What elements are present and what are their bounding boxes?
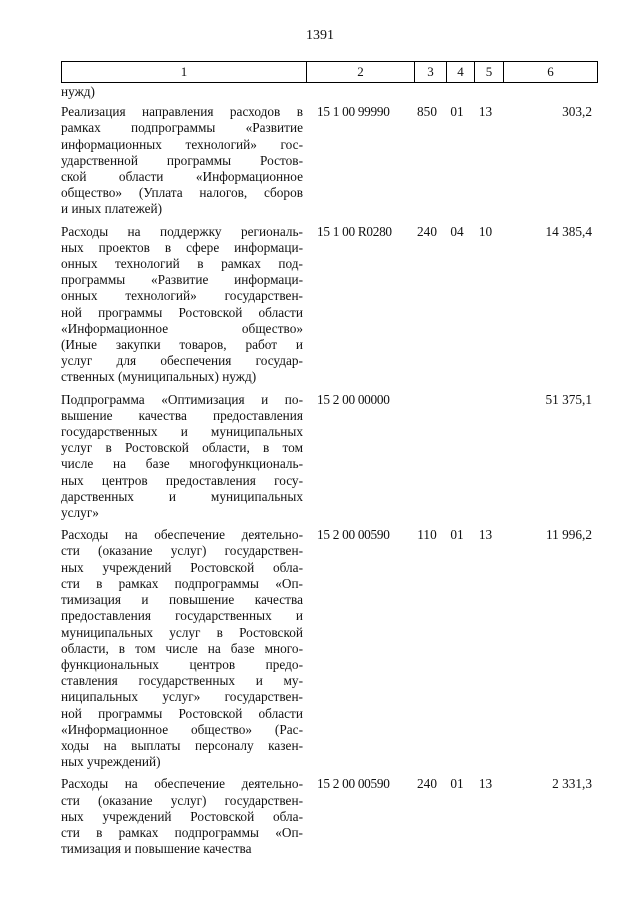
table-row [61, 527, 598, 770]
description-line: ных проектов в сфере информаци- [61, 239, 303, 255]
description-line: (Иные закупки товаров, работ и [61, 337, 303, 353]
description-line: предоставления государственных и [61, 608, 303, 624]
description-line: программы «Развитие информаци- [61, 272, 303, 288]
row-expense-type: 850 [417, 104, 437, 120]
description-line: «Информационное общество» (Рас- [61, 721, 303, 737]
description-line: дарственных и муниципальных [61, 488, 303, 504]
description-line: Расходы на поддержку региональ- [61, 223, 303, 239]
description-line: муниципальных услуг в Ростовской [61, 624, 303, 640]
description-line: рамках подпрограммы «Развитие [61, 120, 303, 136]
row-subsection [471, 392, 500, 522]
row-section: 04 [450, 223, 464, 239]
row-expense-type [411, 392, 443, 522]
table-row [61, 392, 598, 522]
row-description [61, 527, 303, 770]
description-line: ственных (муниципальных) нужд) [61, 369, 257, 385]
row-section: 01 [450, 104, 464, 120]
header-col-1: 1 [180, 64, 188, 79]
description-line: тимизация и повышение качества [61, 841, 252, 857]
description-line: ударственной программы Ростов- [61, 152, 303, 168]
row-subsection: 13 [478, 776, 493, 792]
description-line: онных технологий в рамках под- [61, 256, 303, 272]
continuation-text: нужд) [61, 84, 95, 99]
description-line: онных технологий» государствен- [61, 288, 303, 304]
description-line: услуг в Ростовской области, в том [61, 440, 303, 456]
row-section: 01 [450, 527, 464, 543]
description-line: сти (оказание услуг) государствен- [61, 543, 303, 559]
description-line: ставления государственных и му- [61, 673, 303, 689]
row-description [61, 104, 303, 217]
row-expense-type: 240 [417, 776, 437, 792]
description-line: ниципальных услуг» государствен- [61, 689, 303, 705]
row-expense-type: 240 [417, 223, 437, 239]
row-code: 15 2 00 00590 [317, 527, 390, 543]
table-row [61, 104, 598, 217]
row-amount: 2 331,3 [552, 776, 592, 792]
row-description [61, 392, 303, 522]
row-amount: 14 385,4 [545, 223, 592, 239]
continuation-row [61, 84, 598, 100]
description-line: ходы на выплаты персоналу казен- [61, 737, 303, 753]
description-line: сти (оказание услуг) государствен- [61, 792, 303, 808]
row-expense-type: 110 [417, 527, 437, 543]
header-col-3: 3 [414, 62, 446, 82]
description-line: Расходы на обеспечение деятельно- [61, 776, 303, 792]
description-line: функциональных центров предо- [61, 656, 303, 672]
description-line: сти в рамках подпрограммы «Оп- [61, 575, 303, 591]
description-line: Расходы на обеспечение деятельно- [61, 527, 303, 543]
row-code: 15 1 00 99990 [317, 104, 390, 120]
table-row [61, 776, 598, 857]
description-line: «Информационное общество» [61, 320, 303, 336]
description-line: ных центров предоставления госу- [61, 472, 303, 488]
row-subsection: 13 [478, 527, 493, 543]
description-line: ской области «Информационное [61, 169, 303, 185]
description-line: общество» (Уплата налогов, сборов [61, 185, 303, 201]
row-code: 15 2 00 00000 [317, 391, 390, 407]
row-amount: 303,2 [562, 104, 592, 120]
description-line: услуг для обеспечения государ- [61, 353, 303, 369]
description-line: ной программы Ростовской области [61, 304, 303, 320]
row-subsection: 13 [478, 104, 493, 120]
description-line: области, в том числе на базе много- [61, 640, 303, 656]
description-line: информационных технологий» гос- [61, 136, 303, 152]
row-amount: 11 996,2 [545, 527, 592, 543]
description-line: сти в рамках подпрограммы «Оп- [61, 824, 303, 840]
table-row [61, 224, 598, 386]
description-line: ных учреждений Ростовской обла- [61, 559, 303, 575]
header-col-6: 6 [503, 62, 597, 82]
header-col-5: 5 [474, 62, 503, 82]
description-line: ной программы Ростовской области [61, 705, 303, 721]
header-col-4: 4 [446, 62, 474, 82]
description-line: ных учреждений) [61, 754, 161, 770]
row-amount: 51 375,1 [545, 391, 592, 407]
description-line: Подпрограмма «Оптимизация и по- [61, 391, 303, 407]
description-line: государственных и муниципальных [61, 424, 303, 440]
row-code: 15 2 00 00590 [317, 776, 390, 792]
row-subsection: 10 [478, 223, 493, 239]
page-number: 1391 [306, 28, 334, 43]
row-section [443, 392, 471, 522]
description-line: числе на базе многофункциональ- [61, 456, 303, 472]
row-description [61, 224, 303, 386]
description-line: Реализация направления расходов в [61, 104, 303, 120]
row-section: 01 [450, 776, 464, 792]
description-line: услуг» [61, 505, 99, 521]
description-line: и иных платежей) [61, 201, 163, 217]
row-code: 15 1 00 R0280 [317, 223, 392, 239]
description-line: ных учреждений Ростовской обла- [61, 808, 303, 824]
table-body [61, 84, 598, 863]
header-col-2: 2 [306, 62, 414, 82]
description-line: вышение качества предоставления [61, 407, 303, 423]
table-header [61, 61, 598, 83]
description-line: тимизация и повышение качества [61, 592, 303, 608]
row-description [61, 776, 303, 857]
